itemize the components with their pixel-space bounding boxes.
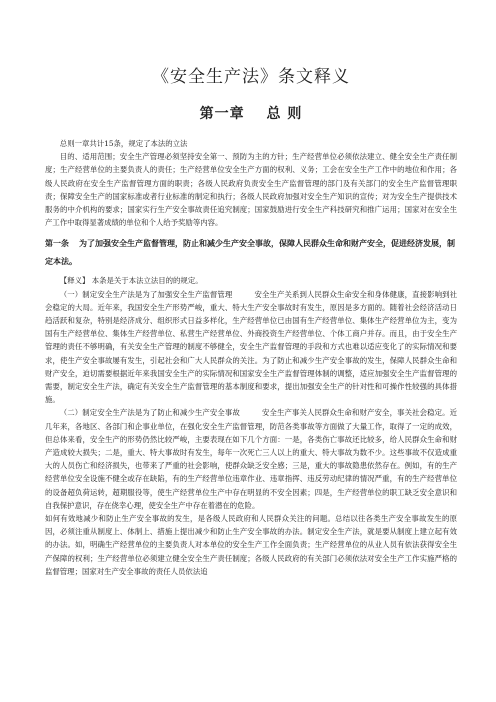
intro-paragraph: 目的、适用范围；安全生产管理必须坚持安全第一、预防为主的方针；生产经营单位必须依法建立、健全安全生产责任制度；生产经营单位的主要负责人的责任；生产经营单位安全生产方面的权利、义务；工会在安全生产工作中的地位和作用；各级人民政府在安全生产监督管理方面的职责；各级人民政府负责安全生产监督管理的部门及有关部门的安全生产监督管理职责；保障安全生产的国家标准或者行业标准的制定和执行；各级人民政府加强对安全生产知识的宣传；对为安全生产提供技术服务的中介机构的要求；国家实行生产安全事故责任追究制度；国家鼓励进行安全生产科技研究和推广运用；国家对在安全生产工作中取得显著成绩的单位和个人给予奖励等内容。: [45, 152, 457, 228]
point-two-heading: （二）制定安全生产法是为了防止和减少生产安全事故: [59, 408, 240, 418]
document-page: [45, 62, 457, 578]
article-number: 第一条: [45, 239, 69, 249]
point-two: [45, 406, 457, 512]
point-two-body: 安全生产事关人民群众生命和财产安全，事关社会稳定。近几年来，各地区、各部门和企事业单位，在强化安全生产监督管理，防范各类事故等方面做了大量工作，取得了一定的成效，但总体来看，安全生产的形势仍然比较严峻，主要表现在如下几个方面：一是，各类伤亡事故还比较多，给人民群众生命和财产造成较大损失；二是，重大、特大事故时有发生，每年一次死亡三人以上的重大、特大事故为数不少。这些事故不仅造成重大的人员伤亡和经济损失，也带来了严重的社会影响，使群众缺乏安全感；三是，重大的事故隐患依然存在。例如，有的生产经营单位安全设施不健全或存在缺陷，有的生产经营单位违章作业、违章指挥、违反劳动纪律的情况严重，有的生产经营单位的设备超负荷运转，超期服役等，使生产经营单位生产中存在明显的不安全因素；四是，生产经营单位的职工缺乏安全意识和自我保护意识，存在侥幸心理，使安全生产中存在着潜在的危险。: [45, 408, 457, 510]
article-text: 为了加强安全生产监督管理，防止和减少生产安全事故，保障人民群众生命和财产安全，促进经济发展，制定本法。: [45, 239, 455, 267]
point-one-body: 安全生产关系到人民群众生命安全和身体健康，直接影响到社会稳定的大局。近年来，我国安全生产形势严峻，重大、特大生产安全事故时有发生，原因是多方面的。随着社会经济活动日趋活跃和复杂，特别是经济成分、组织形式日益多样化，生产经营单位已由国有生产经营单位、集体生产经营单位为主，变为国有生产经营单位、集体生产经营单位、私营生产经营单位、外商投资生产经营单位、个体工商户并存。而且，由于安全生产管理的责任不够明确，有关安全生产管理的制度不够健全，安全生产监督管理的手段和方式也难以适应变化了的实际情况和要求，使生产安全事故屡有发生，引起社会和广大人民群众的关注。为了防止和减少生产安全事故的发生，保障人民群众生命和财产安全，迫切需要根据近年来我国安全生产的实际情况和国家安全生产监督管理体制的调整，适应加强安全生产监督管理的需要，制定安全生产法，确定有关安全生产监督管理的基本制度和要求，提出加强安全生产的针对性和可操作性较强的具体措施。: [45, 289, 457, 405]
chapter-number: 第一章: [199, 106, 245, 122]
interpretation-lead: [45, 274, 457, 287]
point-one: [45, 288, 457, 407]
continuation-paragraph: 如何有效地减少和防止生产安全事故的发生，是各级人民政府和人民群众关注的问题。总结以往各类生产安全事故发生的原因，必须注重从制度上、体制上、措施上提出减少和防止生产安全事故的办法。制定安全生产法，就是要从制度上建立起有效的办法。如，明确生产经营单位的主要负责人对本单位的安全生产工作全面负责；生产经营单位的从业人员有依法获得安全生产保障的权利；生产经营单位必须建立健全安全生产责任制度；各级人民政府的有关部门必须依法对安全生产工作实施严格的监督管理；国家对生产安全事故的责任人员依法追: [45, 514, 457, 576]
chapter-name: 总 则: [266, 106, 303, 122]
interpretation-label: 【释义】: [59, 276, 90, 286]
document-title: 《安全生产法》条文释义: [152, 67, 350, 87]
intro-paragraph: 总则一章共计15条，规定了本法的立法: [59, 139, 188, 148]
point-one-heading: （一）制定安全生产法是为了加强安全生产监督管理: [59, 289, 233, 299]
interpretation-lead-text: 本条是关于本法立法目的的规定。: [91, 276, 203, 286]
chapter-heading: [45, 103, 457, 123]
article-heading: [45, 235, 457, 271]
